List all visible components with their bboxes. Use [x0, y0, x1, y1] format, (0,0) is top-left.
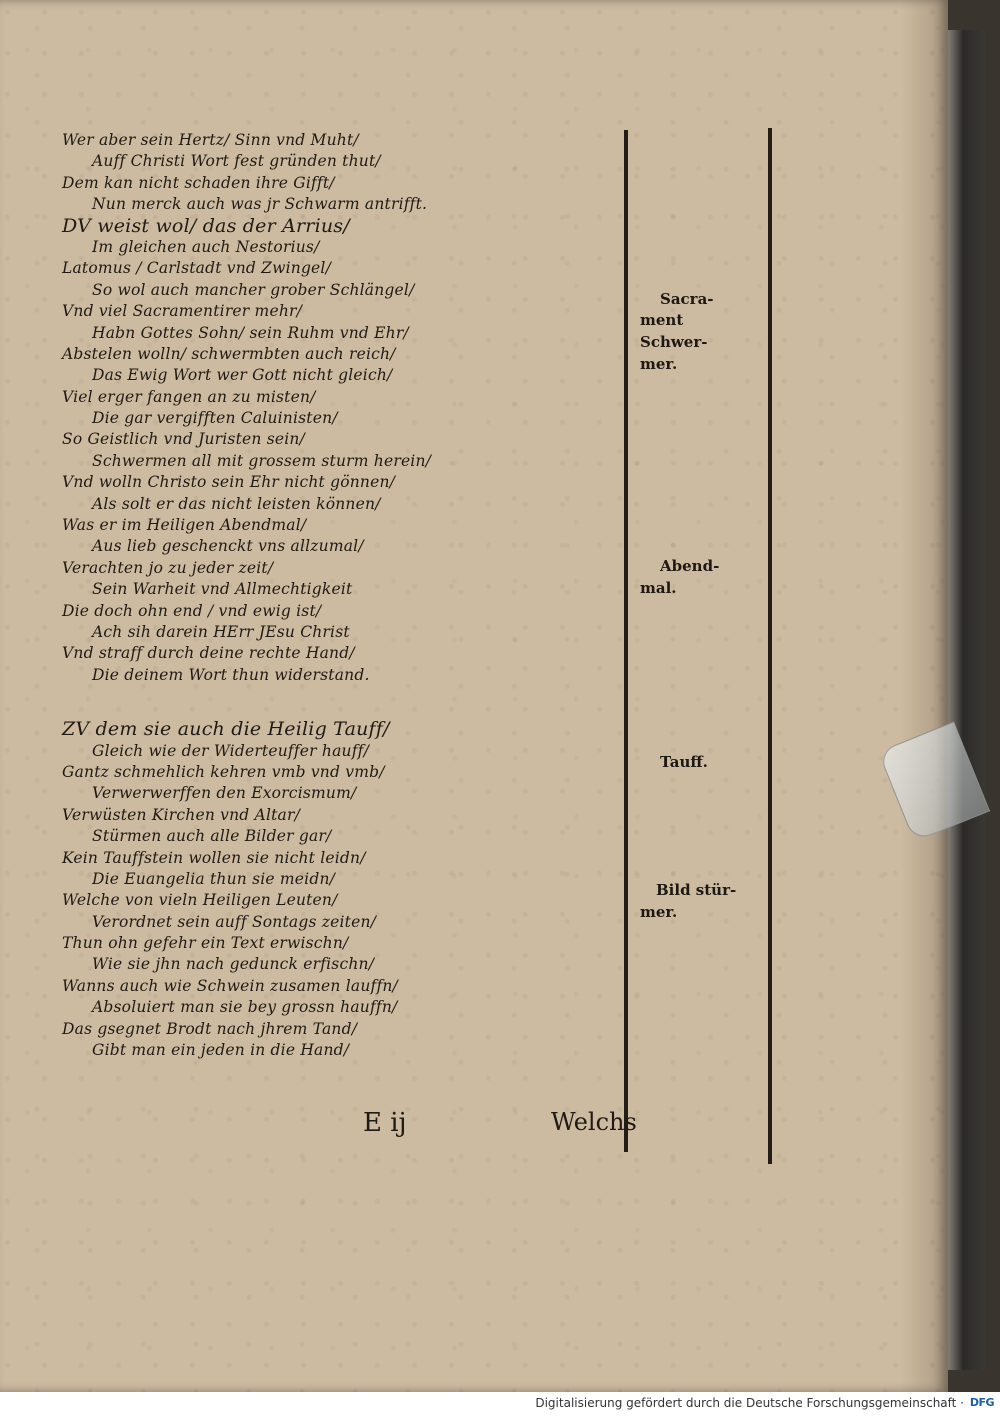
margin-rule-right — [768, 128, 772, 1164]
verse-line: Wer aber sein Hertz/ Sinn vnd Muht/ — [62, 131, 359, 149]
verse-line: ZV dem sie auch die Heilig Tauff/ — [62, 718, 390, 741]
verse-line: Vnd straff durch deine rechte Hand/ — [62, 644, 355, 663]
gloss-abendmal-line-2: mal. — [640, 579, 677, 597]
verse-line: Nun merck auch was jr Schwarm antrifft. — [92, 195, 428, 214]
verse-line: Vnd wolln Christo sein Ehr nicht gönnen/ — [62, 473, 396, 492]
verse-line: Gantz schmehlich kehren vmb vnd vmb/ — [62, 762, 385, 781]
verse-line: Viel erger fangen an zu misten/ — [62, 387, 316, 406]
gloss-bildstuermer-line-2: mer. — [640, 903, 678, 921]
verse-line: Vnd viel Sacramentirer mehr/ — [62, 302, 303, 321]
gloss-bildstuermer-line-1: Bild stür- — [656, 881, 737, 899]
verse-line: Wanns auch wie Schwein zusamen lauffn/ — [62, 976, 398, 995]
verse-line: Das gsegnet Brodt nach jhrem Tand/ — [62, 1019, 358, 1038]
verse-line: Was er im Heiligen Abendmal/ — [62, 516, 307, 535]
verse-line: Die doch ohn end / vnd ewig ist/ — [62, 601, 322, 620]
verse-line: Dem kan nicht schaden ihre Gifft/ — [62, 173, 335, 192]
verse-line: Kein Tauffstein wollen sie nicht leidn/ — [62, 848, 366, 867]
catchword: Welchs — [551, 1108, 637, 1136]
verse-line: So Geistlich vnd Juristen sein/ — [62, 430, 305, 449]
gloss-tauff: Tauff. — [660, 753, 708, 771]
verse-line: Absoluiert man sie bey grossn hauffn/ — [92, 998, 398, 1017]
dfg-logo: DFG — [969, 1396, 994, 1409]
verse-line: Latomus / Carlstadt vnd Zwingel/ — [62, 259, 332, 278]
verse-line: Abstelen wolln/ schwermbten auch reich/ — [62, 344, 396, 363]
verse-line: Die gar vergifften Caluinisten/ — [92, 409, 338, 428]
verse-line: Die deinem Wort thun widerstand. — [92, 665, 370, 684]
gloss-sacrament-line-1: Sacra- — [660, 290, 714, 308]
verse-line: Gleich wie der Widerteuffer hauff/ — [92, 741, 370, 760]
verse-line: Verwüsten Kirchen vnd Altar/ — [62, 805, 301, 824]
verse-line: Ach sih darein HErr JEsu Christ — [92, 622, 350, 641]
stanza-gap — [62, 686, 622, 719]
verse-line: Thun ohn gefehr ein Text erwischn/ — [62, 934, 349, 953]
verse-line: Verachten jo zu jeder zeit/ — [62, 558, 274, 577]
verse-line: Das Ewig Wort wer Gott nicht gleich/ — [92, 366, 393, 385]
verse-line: Als solt er das nicht leisten können/ — [92, 494, 381, 513]
credit-text: Digitalisierung gefördert durch die Deutsche Forschungsgemeinschaft · — [535, 1396, 964, 1410]
gloss-sacrament-line-4: mer. — [640, 355, 678, 373]
margin-rule-left — [624, 130, 628, 1152]
verse-line: So wol auch mancher grober Schlängel/ — [92, 280, 415, 299]
verse-line: Die Euangelia thun sie meidn/ — [92, 869, 336, 888]
verse-line: Gibt man ein jeden in die Hand/ — [92, 1041, 350, 1060]
signature-mark: E ij — [363, 1108, 407, 1138]
verse-text-block — [62, 130, 622, 1061]
credit-bar — [0, 1392, 1000, 1416]
verse-line: Wie sie jhn nach gedunck erfischn/ — [92, 955, 375, 974]
verse-line: Verwerwerffen den Exorcismum/ — [92, 784, 357, 803]
gloss-abendmal-line-1: Abend- — [660, 557, 720, 575]
verse-line: Aus lieb geschenckt vns allzumal/ — [92, 537, 364, 556]
verse-line: Schwermen all mit grossem sturm herein/ — [92, 451, 432, 470]
page-edge-shadow — [900, 0, 948, 1392]
verse-line: Sein Warheit vnd Allmechtigkeit — [92, 580, 353, 599]
verse-line: DV weist wol/ das der Arrius/ — [62, 214, 350, 237]
verse-line: Auff Christi Wort fest gründen thut/ — [92, 152, 381, 171]
verse-line: Habn Gottes Sohn/ sein Ruhm vnd Ehr/ — [92, 323, 409, 342]
verse-line: Verordnet sein auff Sontags zeiten/ — [92, 912, 377, 931]
verse-line: Stürmen auch alle Bilder gar/ — [92, 827, 332, 846]
gloss-sacrament-line-3: Schwer- — [640, 333, 708, 351]
verse-line: Im gleichen auch Nestorius/ — [92, 237, 320, 256]
verse-line: Welche von vieln Heiligen Leuten/ — [62, 891, 338, 910]
gloss-sacrament-line-2: ment — [640, 311, 684, 329]
